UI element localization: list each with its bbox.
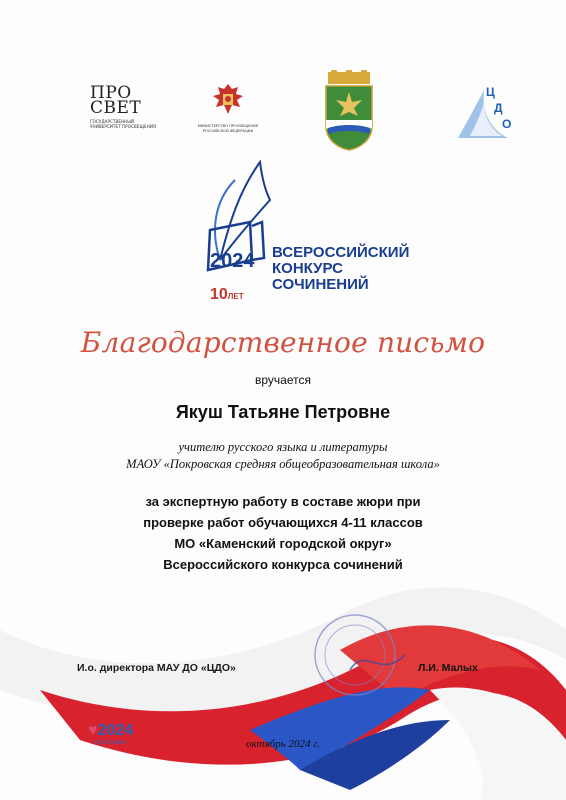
family-year-number: 2024 — [97, 722, 134, 739]
svg-text:О: О — [502, 117, 512, 131]
flag-ribbon-decoration — [0, 570, 566, 800]
svg-text:Д: Д — [494, 101, 503, 115]
prosvet-line1: ПРО — [90, 83, 132, 103]
partner-logos — [0, 70, 566, 160]
year-of-family-year — [88, 722, 133, 740]
contest-year: 2024 — [210, 250, 255, 272]
ministry-caption: МИНИСТЕРСТВО ПРОСВЕЩЕНИЯ РОССИЙСКОЙ ФЕДЕРАЦИИ — [197, 124, 259, 133]
heart-icon: ♥ — [88, 722, 98, 739]
document-title: Благодарственное письмо — [80, 326, 486, 359]
contest-title-line1: ВСЕРОССИЙСКИЙ — [272, 244, 410, 261]
anniversary-number: 10 — [210, 286, 228, 303]
contest-title-line3: СОЧИНЕНИЙ — [272, 276, 369, 293]
reason-line2: проверке работ обучающихся 4-11 классов — [143, 515, 423, 530]
cdo-triangle-icon — [448, 80, 518, 142]
recipient-name: Якуш Татьяне Петровне — [175, 402, 391, 422]
prosvet-line2: СВЕТ — [90, 98, 142, 118]
cdo-logo — [448, 80, 518, 146]
position-line1: учителю русского языка и литературы — [178, 440, 388, 454]
prosvet-logo — [90, 83, 162, 129]
reason-line1: за экспертную работу в составе жюри при — [145, 494, 421, 509]
signatory-position: И.о. директора МАУ ДО «ЦДО» — [77, 662, 236, 674]
award-reason — [0, 491, 566, 575]
position-line2: МАОУ «Покровская средняя общеобразовательная школа» — [126, 457, 440, 471]
year-of-family-logo — [88, 722, 133, 746]
awarded-text: вручается — [255, 373, 311, 387]
coat-of-arms-logo — [322, 70, 376, 156]
contest-title-line2: КОНКУРС — [272, 260, 343, 277]
anniversary-word: ЛЕТ — [227, 292, 244, 301]
prosvet-caption: ГОСУДАРСТВЕННЫЙ УНИВЕРСИТЕТ ПРОСВЕЩЕНИЯ — [90, 119, 156, 129]
contest-title — [272, 245, 409, 293]
ministry-logo — [190, 80, 266, 133]
reason-line4: Всероссийского конкурса сочинений — [163, 557, 403, 572]
year-of-family-caption: ГОД СЕМЬИ — [94, 740, 127, 746]
issue-date: октябрь 2024 г. — [246, 738, 321, 750]
anniversary-badge — [210, 286, 244, 304]
eagle-emblem-icon — [208, 80, 248, 118]
recipient-position — [0, 439, 566, 473]
city-coat-of-arms-icon — [322, 70, 376, 152]
contest-emblem — [190, 160, 410, 310]
signatory-name: Л.И. Малых — [418, 662, 478, 674]
reason-line3: МО «Каменский городской округ» — [174, 536, 392, 551]
svg-text:Ц: Ц — [486, 85, 495, 99]
official-stamp-icon — [310, 610, 420, 700]
